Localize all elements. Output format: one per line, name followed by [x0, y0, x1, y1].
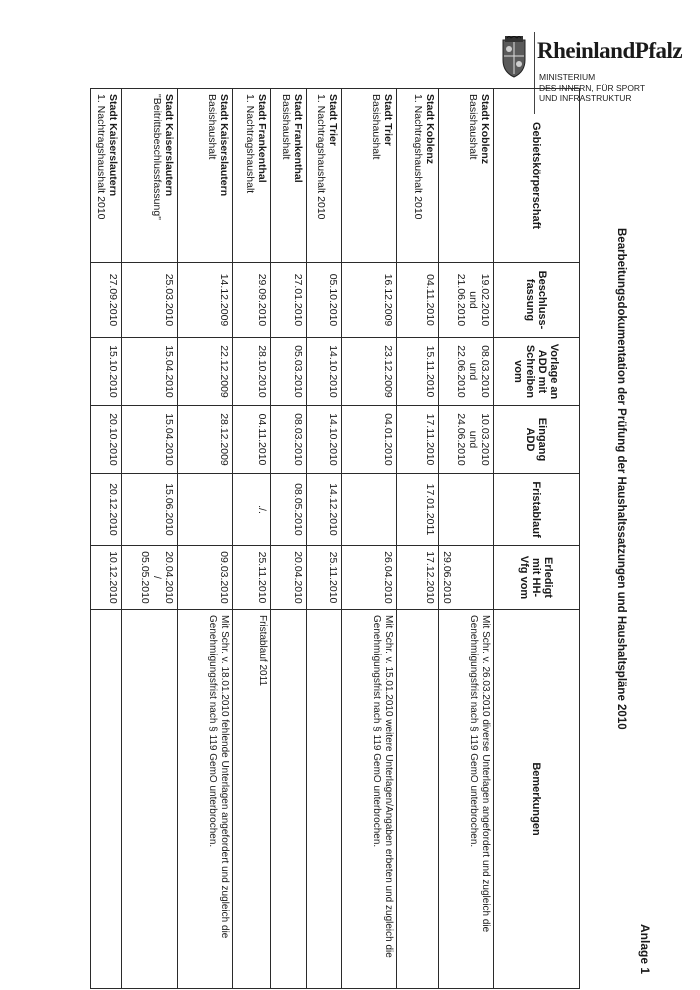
document-title: Bearbeitungsdokumentation der Prüfung der Haushaltssatzungen und Haushaltspläne 2010 [615, 228, 627, 730]
date-value: 25.03.2010 [122, 263, 177, 338]
date-value: 14.12.2009 [177, 263, 232, 338]
col-header-erledigt: Erledigt mit HH-Vfg vom [494, 546, 580, 610]
remark-text [91, 610, 122, 989]
col-header-entity: Gebietskörperschaft [494, 89, 580, 263]
entity-name: Stadt Trier [382, 94, 395, 146]
date-value: 08.03.2010 [271, 406, 306, 474]
table-row [306, 89, 341, 989]
col-header-remarks: Bemerkungen [494, 610, 580, 989]
table-row [233, 89, 271, 989]
table-row [341, 89, 396, 989]
table-row [91, 89, 122, 989]
date-value: 17.12.2010 [397, 546, 438, 610]
remark-text [306, 610, 341, 989]
date-value: 28.10.2010 [233, 338, 271, 406]
budget-review-table [90, 88, 580, 989]
date-value: 17.01.2011 [397, 474, 438, 546]
date-value: 15.04.2010 [122, 338, 177, 406]
col-header-beschluss: Beschluss-fassung [494, 263, 580, 338]
budget-plan: 1. Nachtragshaushalt [244, 94, 257, 194]
date-value: 29.06.2010 [438, 546, 493, 610]
date-value [341, 474, 396, 546]
entity-name: Stadt Kaiserslautern [162, 94, 175, 197]
date-value: 20.10.2010 [91, 406, 122, 474]
budget-plan: 1. Nachtragshaushalt 2010 [314, 94, 327, 220]
date-value: 22.12.2009 [177, 338, 232, 406]
date-value: 27.09.2010 [91, 263, 122, 338]
date-value: 14.10.2010 [306, 338, 341, 406]
table-row [271, 89, 306, 989]
entity-name: Stadt Kaiserslautern [218, 94, 231, 197]
budget-plan: 1. Nachtragshaushalt 2010 [411, 94, 424, 220]
table-row [122, 89, 177, 989]
brand-wordmark: RheinlandPfalz [537, 38, 683, 63]
date-value: 04.11.2010 [397, 263, 438, 338]
entity-name: Stadt Kaiserslautern [107, 94, 120, 197]
date-value [177, 474, 232, 546]
budget-plan: Basishaushalt [206, 94, 219, 160]
remark-text [271, 610, 306, 989]
col-header-eingang: Eingang ADD [494, 406, 580, 474]
entity-name: Stadt Trier [326, 94, 339, 146]
ministry-line-3: UND INFRASTRUKTUR [539, 93, 632, 103]
date-value: 05.03.2010 [271, 338, 306, 406]
date-value: 10.03.2010 [479, 413, 491, 466]
date-value: 29.09.2010 [233, 263, 271, 338]
connector-und: und [467, 430, 479, 449]
connector-und: und [467, 291, 479, 309]
budget-plan: Basishaushalt [370, 94, 383, 160]
remark-text [122, 610, 177, 989]
remark-text: Fristablauf 2011 [233, 610, 271, 989]
date-value: 28.12.2009 [177, 406, 232, 474]
entity-name: Stadt Frankenthal [291, 94, 304, 183]
date-value: 22.06.2010 [455, 345, 467, 398]
table-row [397, 89, 438, 989]
date-value: 16.12.2009 [341, 263, 396, 338]
remark-text: Mit Schr. v. 26.03.2010 diverse Unterlagen angefordert und zugleich die Genehmigungsfrist nach § 119 GemO unterbrochen. [438, 610, 493, 989]
budget-plan: "Beitrittsbeschlussfassung" [150, 94, 163, 220]
coat-of-arms-icon [497, 36, 531, 78]
date-value: 15.11.2010 [397, 338, 438, 406]
date-value: 15.04.2010 [122, 406, 177, 474]
date-value [438, 474, 493, 546]
budget-plan: Basishaushalt [467, 94, 479, 160]
date-value: 05.05.2010 [138, 551, 151, 604]
ministry-line-1: MINISTERIUM [539, 72, 596, 82]
date-value: 23.12.2009 [341, 338, 396, 406]
date-value: 26.04.2010 [341, 546, 396, 610]
table-row [438, 89, 493, 989]
entity-name: Stadt Frankenthal [256, 94, 269, 183]
date-value: 17.11.2010 [397, 406, 438, 474]
connector-und: und [467, 362, 479, 381]
date-value: 15.06.2010 [122, 474, 177, 546]
date-value: 08.03.2010 [479, 345, 491, 398]
date-value: 27.01.2010 [271, 263, 306, 338]
date-value: ./. [233, 474, 271, 546]
remark-text: Mit Schr. v. 18.01.2010 fehlende Unterlagen angefordert und zugleich die Genehmigungsfrist nach § 119 GemO unterbrochen. [177, 610, 232, 989]
entity-name: Stadt Koblenz [423, 94, 436, 164]
date-value: 19.02.2010 [479, 273, 491, 327]
date-value: 04.11.2010 [233, 406, 271, 474]
date-value: 05.10.2010 [306, 263, 341, 338]
date-value: 20.04.2010 [271, 546, 306, 610]
entity-name: Stadt Koblenz [479, 94, 491, 164]
date-value: 08.05.2010 [271, 474, 306, 546]
budget-plan: 1. Nachtragshaushalt 2010 [95, 94, 108, 220]
date-value: 10.12.2010 [91, 546, 122, 610]
ministry-line-2: DES INNERN, FÜR SPORT [539, 82, 646, 93]
remark-text [397, 610, 438, 989]
date-value: 20.12.2010 [91, 474, 122, 546]
col-header-vorlage: Vorlage an ADD mit Schreiben vom [494, 338, 580, 406]
date-value: 04.01.2010 [341, 406, 396, 474]
date-value: 09.03.2010 [177, 546, 232, 610]
date-value: 20.04.2010 [162, 551, 175, 604]
date-value: 25.11.2010 [233, 546, 271, 610]
annex-label: Anlage 1 [638, 923, 652, 974]
date-value: 14.12.2010 [306, 474, 341, 546]
date-value: 21.06.2010 [455, 273, 467, 327]
budget-plan: Basishaushalt [279, 94, 292, 160]
connector-slash: / [150, 576, 163, 579]
table-header-row [494, 89, 580, 989]
col-header-frist: Fristablauf [494, 474, 580, 546]
date-value: 25.11.2010 [306, 546, 341, 610]
date-value: 24.06.2010 [455, 413, 467, 466]
date-value: 14.10.2010 [306, 406, 341, 474]
remark-text: Mit Schr. v. 15.01.2010 weitere Unterlagen/Angaben erbeten und zugleich die Genehmigungsfrist nach § 119 GemO unterbrochen. [341, 610, 396, 989]
table-row [177, 89, 232, 989]
date-value: 15.10.2010 [91, 338, 122, 406]
